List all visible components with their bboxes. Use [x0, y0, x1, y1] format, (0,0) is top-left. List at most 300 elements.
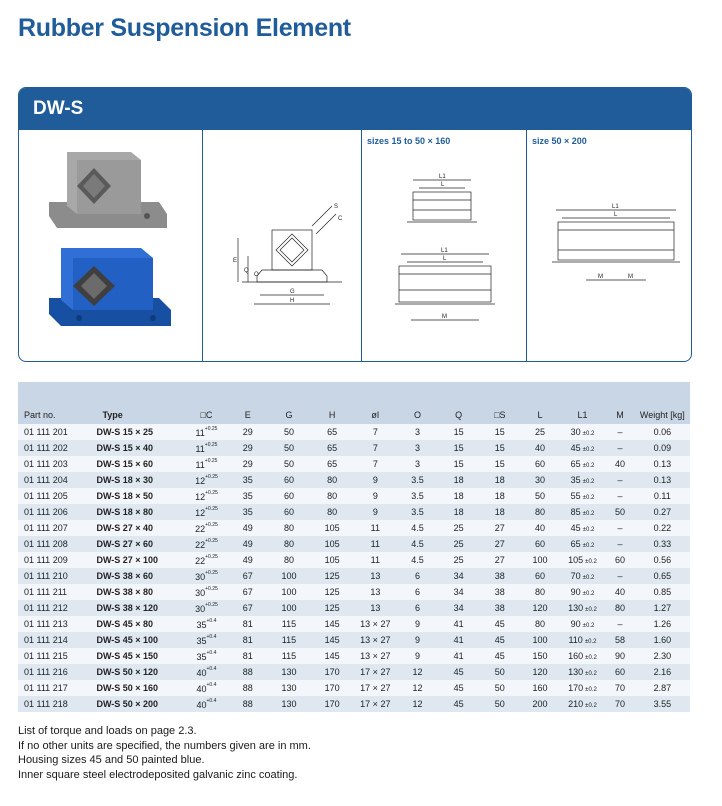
cell-c-tolerance: +0.25	[205, 490, 218, 496]
cell-g-value: 50	[283, 443, 294, 453]
cell-c-tolerance: +0.4	[206, 618, 217, 624]
cell-type	[96, 664, 184, 680]
cell-weight	[635, 520, 690, 536]
cell-part-no	[18, 552, 96, 568]
cell-i-value: 13	[370, 571, 381, 581]
cell-c	[185, 600, 228, 616]
cell-s-value: 45	[494, 651, 505, 661]
cell-h-value: 170	[324, 683, 340, 693]
cell-i	[354, 632, 397, 648]
cell-part-no-value: 01 111 217	[24, 683, 68, 693]
dim-label-e: E	[233, 258, 238, 264]
cell-m	[605, 520, 634, 536]
cell-g-value: 50	[283, 427, 294, 437]
table-row	[18, 536, 690, 552]
cell-q	[438, 472, 479, 488]
cell-m-value: –	[617, 539, 623, 549]
cell-m-value: –	[617, 475, 623, 485]
cell-l1-value: 160	[568, 651, 584, 661]
product-panel	[18, 87, 692, 362]
dim-label-m-large-2: M	[628, 274, 633, 280]
cell-l	[520, 616, 559, 632]
cell-l1	[560, 584, 606, 600]
cell-l-value: 80	[535, 507, 546, 517]
table-row	[18, 632, 690, 648]
cell-m-value: –	[617, 443, 623, 453]
cell-e-value: 35	[242, 507, 253, 517]
cell-l1-tolerance: ±0.2	[582, 431, 595, 437]
cell-q	[438, 536, 479, 552]
cell-h	[311, 520, 354, 536]
cell-weight-value: 0.11	[653, 491, 671, 501]
table-row	[18, 616, 690, 632]
cell-weight-value: 0.85	[653, 587, 672, 597]
cell-g	[267, 424, 310, 440]
cell-l1-value: 70	[570, 571, 581, 581]
cell-l	[520, 424, 559, 440]
col-header-type: Type	[96, 382, 184, 424]
cell-type-value: DW-S 27 × 40	[96, 523, 154, 533]
table-row	[18, 456, 690, 472]
cell-part-no-value: 01 111 208	[24, 539, 68, 549]
cell-s	[479, 536, 520, 552]
cell-o-value: 3.5	[411, 475, 424, 485]
cell-q	[438, 568, 479, 584]
cell-i-value: 7	[372, 459, 378, 469]
cell-q-value: 15	[453, 459, 464, 469]
cell-g	[267, 664, 310, 680]
cell-l	[520, 552, 559, 568]
cell-c-value: 40	[196, 668, 207, 678]
cell-weight-value: 0.06	[653, 427, 672, 437]
cell-o-value: 4.5	[411, 539, 424, 549]
cell-m	[605, 504, 634, 520]
col-header-i: øI	[354, 382, 397, 424]
col-header-l: L	[520, 382, 559, 424]
cell-q	[438, 664, 479, 680]
cell-l-value: 150	[532, 651, 548, 661]
cell-m	[605, 632, 634, 648]
cell-e-value: 88	[242, 667, 253, 677]
cell-i	[354, 552, 397, 568]
cell-o-value: 6	[414, 571, 420, 581]
cell-i-value: 17 × 27	[360, 667, 391, 677]
cell-l-value: 50	[535, 491, 546, 501]
cell-weight	[635, 504, 690, 520]
cell-type	[96, 568, 184, 584]
cell-c-tolerance: +0.25	[205, 570, 218, 576]
cell-c-value: 12	[195, 508, 206, 518]
cell-c-tolerance: +0.25	[205, 602, 218, 608]
cell-l	[520, 680, 559, 696]
cell-weight	[635, 696, 690, 712]
cell-o	[397, 632, 438, 648]
cell-i-value: 17 × 27	[360, 699, 391, 709]
cell-g-value: 60	[283, 475, 294, 485]
cell-s-value: 50	[494, 683, 505, 693]
cell-i-value: 13 × 27	[360, 651, 391, 661]
cell-type-value: DW-S 18 × 50	[96, 491, 154, 501]
cell-c	[185, 584, 228, 600]
cell-o-value: 3.5	[411, 507, 424, 517]
cell-g-value: 60	[283, 491, 294, 501]
cell-g	[267, 648, 310, 664]
cell-type	[96, 536, 184, 552]
cell-q-value: 34	[453, 571, 464, 581]
table-row	[18, 680, 690, 696]
cell-c-tolerance: +0.25	[204, 426, 218, 432]
cell-q	[438, 504, 479, 520]
cell-l1-value: 65	[570, 539, 581, 549]
cell-part-no-value: 01 111 218	[24, 699, 68, 709]
cell-m	[605, 488, 634, 504]
cell-e-value: 81	[242, 619, 253, 629]
cell-g	[267, 520, 310, 536]
cell-l1-tolerance: ±0.2	[582, 623, 595, 629]
dim-label-c: C	[338, 216, 343, 222]
cell-s-value: 38	[494, 571, 505, 581]
cell-part-no	[18, 600, 96, 616]
cell-l1-value: 105	[568, 555, 584, 565]
cell-c-tolerance: +0.25	[204, 442, 218, 448]
cell-o-value: 12	[412, 683, 423, 693]
cell-l1-value: 65	[570, 459, 581, 469]
cell-part-no-value: 01 111 210	[24, 571, 68, 581]
cell-l	[520, 568, 559, 584]
cell-weight	[635, 680, 690, 696]
cell-weight	[635, 488, 690, 504]
cell-m-value: 60	[614, 555, 625, 565]
cell-type-value: DW-S 15 × 40	[96, 443, 154, 453]
cell-l1-tolerance: ±0.2	[585, 687, 597, 693]
cell-o	[397, 456, 438, 472]
cell-c	[185, 488, 228, 504]
cell-e-value: 81	[242, 651, 253, 661]
cell-type	[96, 680, 184, 696]
cell-q	[438, 488, 479, 504]
cell-m	[605, 536, 634, 552]
dim-label-m-large-1: M	[598, 274, 603, 280]
cell-l1-tolerance: ±0.2	[585, 703, 597, 709]
cell-part-no	[18, 424, 96, 440]
cell-weight-value: 0.13	[653, 459, 672, 469]
product-photo-cell	[19, 130, 203, 361]
cell-type-value: DW-S 45 × 100	[96, 635, 159, 645]
cell-c-value: 30	[195, 604, 206, 614]
cell-s	[479, 440, 520, 456]
cell-q	[438, 424, 479, 440]
cell-s-value: 27	[494, 523, 505, 533]
cell-m	[605, 568, 634, 584]
table-row	[18, 440, 690, 456]
note-units: If no other units are specified, the numbers given are in mm.	[18, 739, 311, 752]
cell-l-value: 100	[532, 555, 548, 565]
cell-o-value: 4.5	[411, 555, 424, 565]
cell-h-value: 65	[327, 443, 338, 453]
cell-m-value: 58	[614, 635, 625, 645]
cell-c	[185, 520, 228, 536]
cell-part-no-value: 01 111 203	[24, 459, 68, 469]
cell-c-value: 35	[196, 636, 207, 646]
cell-e-value: 35	[242, 475, 253, 485]
cell-q	[438, 456, 479, 472]
cell-weight-value: 0.33	[653, 539, 672, 549]
cell-g-value: 115	[281, 635, 297, 645]
cell-h-value: 105	[324, 539, 340, 549]
cell-e-value: 29	[242, 443, 253, 453]
cell-type-value: DW-S 27 × 60	[96, 539, 154, 549]
cell-m-value: 60	[614, 667, 625, 677]
cell-l1-value: 90	[570, 619, 581, 629]
cell-c-value: 12	[195, 476, 206, 486]
cell-s	[479, 648, 520, 664]
cell-c-tolerance: +0.25	[205, 522, 218, 528]
cell-part-no	[18, 696, 96, 712]
cell-e	[228, 696, 267, 712]
cell-i-value: 7	[372, 443, 378, 453]
cell-weight	[635, 648, 690, 664]
cell-i	[354, 584, 397, 600]
cell-e-value: 88	[242, 699, 253, 709]
cell-q-value: 34	[453, 587, 464, 597]
panel-title: DW-S	[19, 88, 691, 130]
cell-l	[520, 520, 559, 536]
cell-l	[520, 696, 559, 712]
cell-type	[96, 504, 184, 520]
cell-m	[605, 696, 634, 712]
cell-l1-tolerance: ±0.2	[582, 575, 595, 581]
cell-weight	[635, 424, 690, 440]
cell-part-no-value: 01 111 215	[24, 651, 68, 661]
cell-o	[397, 520, 438, 536]
cell-weight	[635, 568, 690, 584]
cell-o	[397, 600, 438, 616]
cell-c	[185, 680, 228, 696]
cell-c-tolerance: +0.4	[206, 666, 217, 672]
cell-i	[354, 424, 397, 440]
cell-l1-value: 35	[570, 475, 581, 485]
cell-i-value: 13	[370, 587, 381, 597]
cell-type	[96, 632, 184, 648]
cell-q-value: 15	[453, 443, 464, 453]
cell-g-value: 130	[281, 683, 297, 693]
cell-type-value: DW-S 45 × 150	[96, 651, 159, 661]
cell-g	[267, 536, 310, 552]
cell-type-value: DW-S 38 × 120	[96, 603, 159, 613]
cell-h	[311, 424, 354, 440]
cell-h-value: 105	[324, 555, 340, 565]
cell-type	[96, 456, 184, 472]
cell-c-value: 35	[196, 620, 207, 630]
specs-table	[18, 382, 690, 712]
cell-l-value: 120	[532, 667, 548, 677]
cell-q	[438, 552, 479, 568]
cell-h-value: 170	[324, 667, 340, 677]
cell-l	[520, 632, 559, 648]
cell-h	[311, 664, 354, 680]
cell-i-value: 11	[370, 539, 380, 549]
cell-part-no	[18, 648, 96, 664]
cell-weight-value: 2.87	[653, 683, 672, 693]
cell-l1	[560, 632, 606, 648]
cell-part-no-value: 01 111 204	[24, 475, 68, 485]
cell-i-value: 13 × 27	[360, 619, 391, 629]
cell-c	[185, 696, 228, 712]
cell-q	[438, 632, 479, 648]
cell-weight-value: 2.30	[653, 651, 672, 661]
cell-h	[311, 600, 354, 616]
cell-q-value: 18	[453, 491, 464, 501]
cell-e	[228, 536, 267, 552]
cell-g-value: 100	[281, 603, 297, 613]
cell-s	[479, 632, 520, 648]
cell-l1-value: 30	[570, 427, 581, 437]
note-torque: List of torque and loads on page 2.3.	[18, 725, 197, 737]
cell-l	[520, 664, 559, 680]
caption-small-sizes: sizes 15 to 50 × 160	[367, 136, 451, 146]
cell-l	[520, 504, 559, 520]
cell-c	[185, 424, 228, 440]
cell-type	[96, 520, 184, 536]
cell-i	[354, 600, 397, 616]
cell-s-value: 45	[494, 635, 505, 645]
cell-m	[605, 616, 634, 632]
cell-c-value: 12	[195, 492, 206, 502]
cell-l1-tolerance: ±0.2	[585, 559, 597, 565]
cell-part-no-value: 01 111 216	[24, 667, 68, 677]
cell-m-value: –	[617, 571, 623, 581]
cell-l1-value: 45	[570, 443, 581, 453]
cell-l1-value: 170	[568, 683, 584, 693]
table-row	[18, 664, 690, 680]
cell-type	[96, 616, 184, 632]
cell-c	[185, 536, 228, 552]
cell-m-value: 40	[614, 587, 625, 597]
dim-label-h: H	[290, 298, 295, 304]
cell-h-value: 145	[324, 619, 340, 629]
cell-o-value: 3	[414, 443, 420, 453]
cell-m	[605, 552, 634, 568]
cell-l1-tolerance: ±0.2	[582, 479, 595, 485]
cell-l1	[560, 616, 606, 632]
cell-h	[311, 696, 354, 712]
cell-o	[397, 536, 438, 552]
cell-l1-value: 130	[568, 603, 584, 613]
cell-weight-value: 0.56	[653, 555, 672, 565]
cell-l1-tolerance: ±0.2	[582, 463, 595, 469]
cell-s-value: 38	[494, 587, 505, 597]
cell-i	[354, 504, 397, 520]
cell-e-value: 88	[242, 683, 253, 693]
cell-s	[479, 600, 520, 616]
cell-h	[311, 440, 354, 456]
cell-c-value: 22	[195, 556, 206, 566]
cell-o-value: 9	[414, 651, 420, 661]
cell-l1	[560, 664, 606, 680]
cell-c-value: 30	[195, 588, 206, 598]
cell-o-value: 6	[414, 587, 420, 597]
table-row	[18, 552, 690, 568]
cell-l1	[560, 488, 606, 504]
cell-s	[479, 616, 520, 632]
cell-q-value: 45	[453, 667, 464, 677]
cell-c-value: 22	[195, 540, 206, 550]
cell-o	[397, 488, 438, 504]
cell-part-no	[18, 664, 96, 680]
cell-c-tolerance: +0.4	[206, 698, 217, 704]
cell-weight	[635, 536, 690, 552]
cell-i-value: 7	[372, 427, 378, 437]
cell-part-no	[18, 472, 96, 488]
cell-m-value: 70	[614, 683, 625, 693]
cell-g	[267, 504, 310, 520]
cell-o	[397, 552, 438, 568]
dim-label-s: S	[334, 204, 339, 210]
cell-l1	[560, 520, 606, 536]
cell-q-value: 45	[453, 683, 464, 693]
cell-l1	[560, 536, 606, 552]
cell-e	[228, 488, 267, 504]
cell-weight-value: 3.55	[653, 699, 672, 709]
cell-l-value: 80	[535, 587, 546, 597]
cell-s-value: 27	[494, 555, 505, 565]
cell-type	[96, 584, 184, 600]
cell-part-no	[18, 680, 96, 696]
cell-m-value: 50	[614, 507, 625, 517]
note-housing: Housing sizes 45 and 50 painted blue.	[18, 754, 205, 766]
cell-i-value: 17 × 27	[360, 683, 391, 693]
cell-l1	[560, 696, 606, 712]
cell-l1	[560, 456, 606, 472]
cell-weight-value: 0.65	[653, 571, 672, 581]
cell-l1-tolerance: ±0.2	[585, 655, 597, 661]
cell-i	[354, 664, 397, 680]
cell-part-no	[18, 504, 96, 520]
cell-c-value: 11	[195, 428, 205, 438]
cell-s	[479, 584, 520, 600]
cell-s-value: 45	[494, 619, 505, 629]
cell-l1	[560, 568, 606, 584]
cell-g-value: 80	[283, 555, 294, 565]
cell-i	[354, 536, 397, 552]
cell-part-no-value: 01 111 205	[24, 491, 68, 501]
cell-h	[311, 632, 354, 648]
cell-h	[311, 536, 354, 552]
cell-e	[228, 568, 267, 584]
cell-c	[185, 552, 228, 568]
cell-h-value: 125	[324, 587, 340, 597]
front-view-drawing-cell	[202, 130, 362, 361]
note-coating: Inner square steel electrodeposited galvanic zinc coating.	[18, 768, 298, 781]
cell-e	[228, 424, 267, 440]
cell-part-no-value: 01 111 207	[24, 523, 68, 533]
cell-h	[311, 472, 354, 488]
cell-e	[228, 456, 267, 472]
cell-c-tolerance: +0.25	[205, 506, 218, 512]
cell-l-value: 60	[535, 459, 546, 469]
cell-s-value: 50	[494, 667, 505, 677]
cell-g	[267, 456, 310, 472]
cell-s	[479, 424, 520, 440]
table-row	[18, 600, 690, 616]
cell-part-no	[18, 616, 96, 632]
cell-i	[354, 488, 397, 504]
cell-e	[228, 584, 267, 600]
cell-g	[267, 552, 310, 568]
cell-q	[438, 600, 479, 616]
cell-i-value: 9	[372, 491, 378, 501]
cell-h	[311, 648, 354, 664]
